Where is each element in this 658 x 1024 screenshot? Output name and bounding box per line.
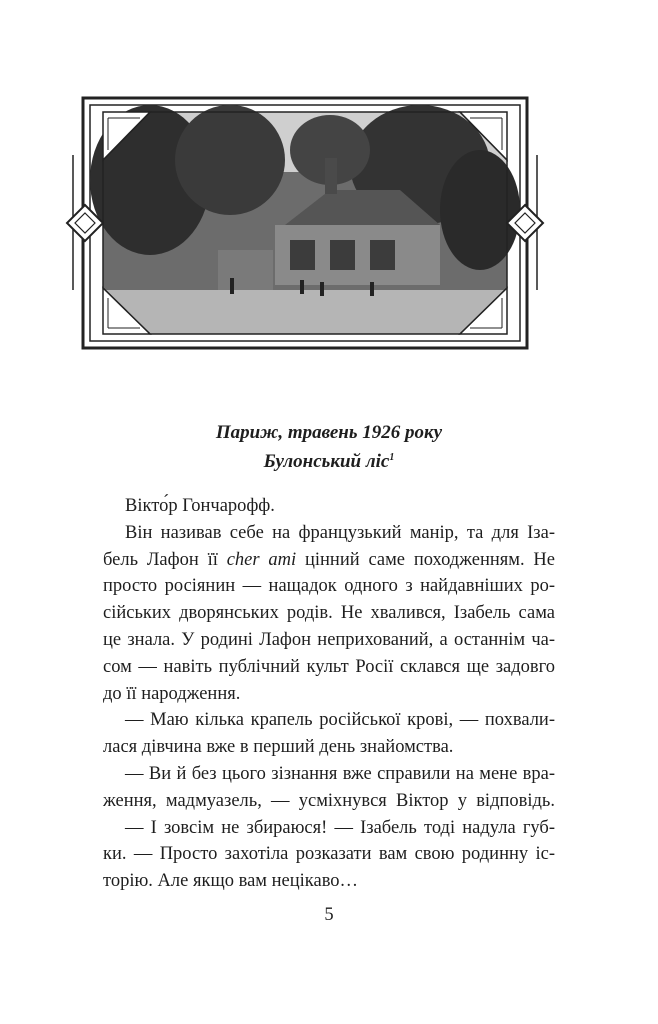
text-line: просто росіянин — нащадок одного з найдавніших ро-	[103, 576, 555, 597]
body-text	[103, 493, 555, 895]
italic-phrase: cher ami	[226, 549, 297, 570]
text-line: ження, мадмуазель, — усміхнувся Віктор у відповідь.	[103, 790, 555, 811]
text-line: лася дівчина вже в перший день знайомства.	[103, 737, 454, 758]
chapter-heading-location	[0, 446, 658, 474]
text-fragment: цінний саме походженням. Не	[296, 549, 555, 570]
text-line	[103, 547, 555, 574]
text-line: до її народження.	[103, 683, 241, 704]
text-line: ки. — Просто захотіла розказати вам свою родинну іс-	[103, 844, 555, 865]
text-line: — Ви й без цього зізнання вже справили на мене вра-	[125, 763, 555, 784]
text-line: сом — навіть публічний культ Росії склався ще задовго	[103, 656, 555, 677]
text-line: — І зовсім не збираюся! — Ізабель тоді надула губ-	[125, 817, 555, 838]
chapter-heading-place-date: Париж, травень 1926 року	[215, 422, 443, 443]
text-line: Вікто́р Гончарофф.	[125, 496, 275, 516]
text-line: — Маю кілька крапель російської крові, — похвали-	[125, 710, 555, 731]
illustration-frame	[0, 0, 658, 380]
page-number: 5	[324, 905, 334, 925]
text-line: торію. Але якщо вам нецікаво…	[103, 871, 359, 892]
location-text: Булонський ліс	[263, 451, 390, 472]
park-pavilion-photo	[90, 105, 520, 334]
text-line: сійських дворянських родів. Не хвалився, Ізабель сама	[103, 603, 555, 624]
text-line: це знала. У родині Лафон неприхований, а останнім ча-	[103, 629, 555, 650]
footnote-mark: 1	[389, 452, 395, 463]
text-line: Він називав себе на французький манір, та для Іза-	[125, 522, 555, 543]
text-fragment: бель Лафон її	[103, 549, 227, 570]
